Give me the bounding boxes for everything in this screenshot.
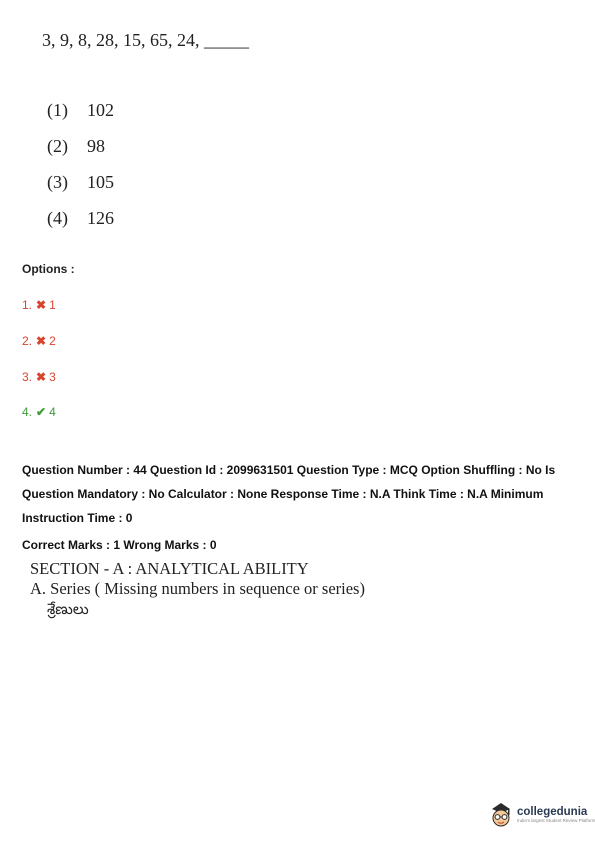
question-meta-line-3: Instruction Time : 0 bbox=[22, 511, 133, 525]
option-item-1 bbox=[22, 298, 56, 312]
choice-value: 105 bbox=[87, 172, 114, 192]
option-index: 4. bbox=[22, 405, 33, 419]
choice-number: (3) bbox=[47, 172, 68, 192]
option-value: 2 bbox=[49, 334, 56, 348]
choice-value: 98 bbox=[87, 136, 105, 156]
section-subtitle: A. Series ( Missing numbers in sequence or series) bbox=[30, 579, 365, 598]
option-index: 3. bbox=[22, 370, 33, 384]
cross-icon: ✖ bbox=[36, 370, 47, 384]
option-index: 1. bbox=[22, 298, 33, 312]
choice-2 bbox=[47, 136, 105, 157]
choice-4 bbox=[47, 208, 114, 229]
brand-tagline: India's largest Student Review Platform bbox=[517, 818, 595, 823]
choice-value: 102 bbox=[87, 100, 114, 120]
option-item-4 bbox=[22, 405, 56, 419]
question-meta-line-1: Question Number : 44 Question Id : 2099631501 Question Type : MCQ Option Shuffling : No Is bbox=[22, 463, 556, 477]
section-telugu-label: శ్రేణులు bbox=[47, 600, 89, 618]
choice-number: (1) bbox=[47, 100, 68, 120]
option-value: 1 bbox=[49, 298, 56, 312]
choice-number: (2) bbox=[47, 136, 68, 156]
option-item-3 bbox=[22, 370, 56, 384]
options-heading: Options : bbox=[22, 262, 75, 276]
choice-value: 126 bbox=[87, 208, 114, 228]
option-index: 2. bbox=[22, 334, 33, 348]
check-icon: ✔ bbox=[36, 405, 47, 419]
collegedunia-logo bbox=[488, 800, 595, 830]
marks-info: Correct Marks : 1 Wrong Marks : 0 bbox=[22, 538, 217, 552]
cross-icon: ✖ bbox=[36, 298, 47, 312]
section-title: SECTION - A : ANALYTICAL ABILITY bbox=[30, 559, 309, 578]
option-value: 4 bbox=[49, 405, 56, 419]
choice-3 bbox=[47, 172, 114, 193]
question-meta-line-2: Question Mandatory : No Calculator : None Response Time : N.A Think Time : N.A Minimum bbox=[22, 487, 544, 501]
mascot-icon bbox=[488, 800, 514, 830]
option-value: 3 bbox=[49, 370, 56, 384]
choice-number: (4) bbox=[47, 208, 68, 228]
option-item-2 bbox=[22, 334, 56, 348]
brand-name: collegedunia bbox=[517, 806, 588, 818]
question-series: 3, 9, 8, 28, 15, 65, 24, _____ bbox=[42, 30, 249, 50]
choice-1 bbox=[47, 100, 114, 121]
cross-icon: ✖ bbox=[36, 334, 47, 348]
